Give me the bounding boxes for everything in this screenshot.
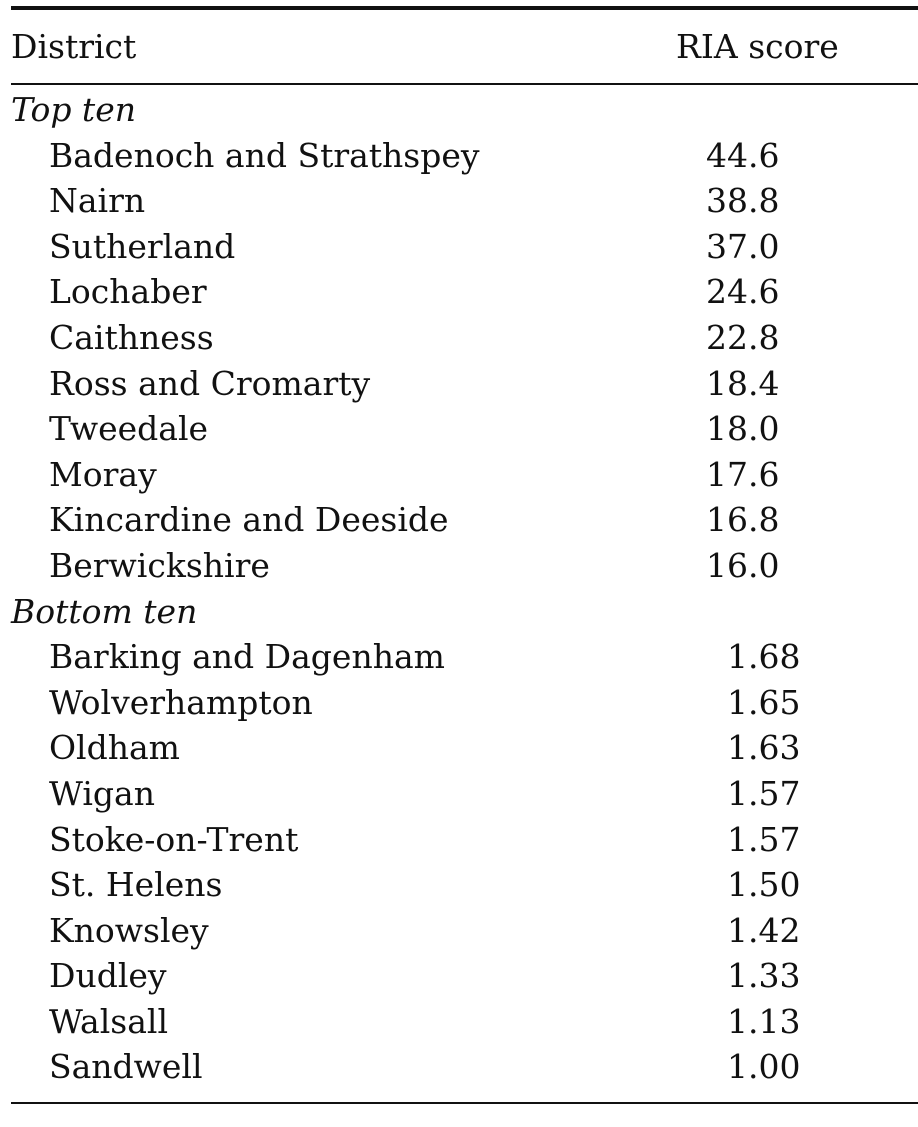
ria-score-cell: 44.6 bbox=[706, 135, 780, 175]
ria-score-cell: 1.68 bbox=[727, 637, 801, 677]
ria-score-cell: 1.57 bbox=[727, 773, 801, 813]
district-cell: Ross and Cromarty bbox=[49, 363, 371, 403]
table-row bbox=[11, 361, 918, 407]
district-cell: Wolverhampton bbox=[49, 682, 313, 722]
ria-score-cell: 1.00 bbox=[727, 1047, 801, 1087]
ria-score-cell: 1.50 bbox=[727, 865, 801, 905]
ria-score-cell: 22.8 bbox=[706, 317, 780, 357]
table-row bbox=[11, 908, 918, 954]
ria-score-cell: 24.6 bbox=[706, 272, 780, 312]
bottom-rule bbox=[11, 1102, 918, 1104]
header-row bbox=[11, 10, 918, 83]
district-cell: Badenoch and Strathspey bbox=[49, 135, 480, 175]
district-cell: Lochaber bbox=[49, 272, 207, 312]
district-cell: Berwickshire bbox=[49, 545, 270, 585]
table-row bbox=[11, 452, 918, 498]
section-header-row bbox=[11, 87, 918, 133]
ria-score-cell: 1.65 bbox=[727, 682, 801, 722]
table-row bbox=[11, 133, 918, 179]
ria-score-table bbox=[11, 6, 918, 1104]
table-row bbox=[11, 224, 918, 270]
district-column-header: District bbox=[11, 27, 137, 66]
ria-score-cell: 1.33 bbox=[727, 956, 801, 996]
district-cell: Sandwell bbox=[49, 1047, 203, 1087]
district-cell: Kincardine and Deeside bbox=[49, 500, 449, 540]
table-row bbox=[11, 725, 918, 771]
ria-score-cell: 18.0 bbox=[706, 409, 780, 449]
section-label: Top ten bbox=[11, 90, 136, 129]
table-row bbox=[11, 862, 918, 908]
district-cell: Moray bbox=[49, 454, 157, 494]
ria-score-cell: 38.8 bbox=[706, 181, 780, 221]
ria-score-cell: 16.8 bbox=[706, 500, 780, 540]
district-cell: Wigan bbox=[49, 773, 155, 813]
section-label: Bottom ten bbox=[11, 591, 198, 631]
ria-score-cell: 1.57 bbox=[727, 819, 801, 859]
district-cell: Oldham bbox=[49, 728, 180, 768]
table-body bbox=[11, 87, 918, 1090]
table-row bbox=[11, 543, 918, 589]
ria-score-cell: 17.6 bbox=[706, 454, 780, 494]
table-row bbox=[11, 953, 918, 999]
district-cell: Walsall bbox=[49, 1001, 168, 1041]
district-cell: Tweedale bbox=[49, 409, 209, 449]
section-header-row bbox=[11, 589, 918, 635]
table-row bbox=[11, 634, 918, 680]
ria-score-cell: 16.0 bbox=[706, 545, 780, 585]
table-row bbox=[11, 771, 918, 817]
table-row bbox=[11, 999, 918, 1045]
district-cell: Barking and Dagenham bbox=[49, 637, 445, 677]
ria-score-cell: 18.4 bbox=[706, 363, 780, 403]
ria-score-cell: 1.42 bbox=[727, 910, 801, 950]
district-cell: Caithness bbox=[49, 317, 214, 357]
district-cell: Nairn bbox=[49, 181, 146, 221]
district-cell: Knowsley bbox=[49, 910, 209, 950]
ria-score-column-header: RIA score bbox=[676, 27, 839, 66]
table-row bbox=[11, 269, 918, 315]
table-row bbox=[11, 315, 918, 361]
table-row bbox=[11, 680, 918, 726]
district-cell: Stoke-on-Trent bbox=[49, 819, 299, 859]
ria-score-cell: 37.0 bbox=[706, 226, 780, 266]
ria-score-cell: 1.63 bbox=[727, 728, 801, 768]
table-row bbox=[11, 817, 918, 863]
table-row bbox=[11, 1044, 918, 1090]
district-cell: St. Helens bbox=[49, 865, 223, 905]
district-cell: Sutherland bbox=[49, 226, 236, 266]
table-row bbox=[11, 178, 918, 224]
district-cell: Dudley bbox=[49, 956, 167, 996]
ria-score-cell: 1.13 bbox=[727, 1001, 801, 1041]
table-row bbox=[11, 406, 918, 452]
table-row bbox=[11, 497, 918, 543]
